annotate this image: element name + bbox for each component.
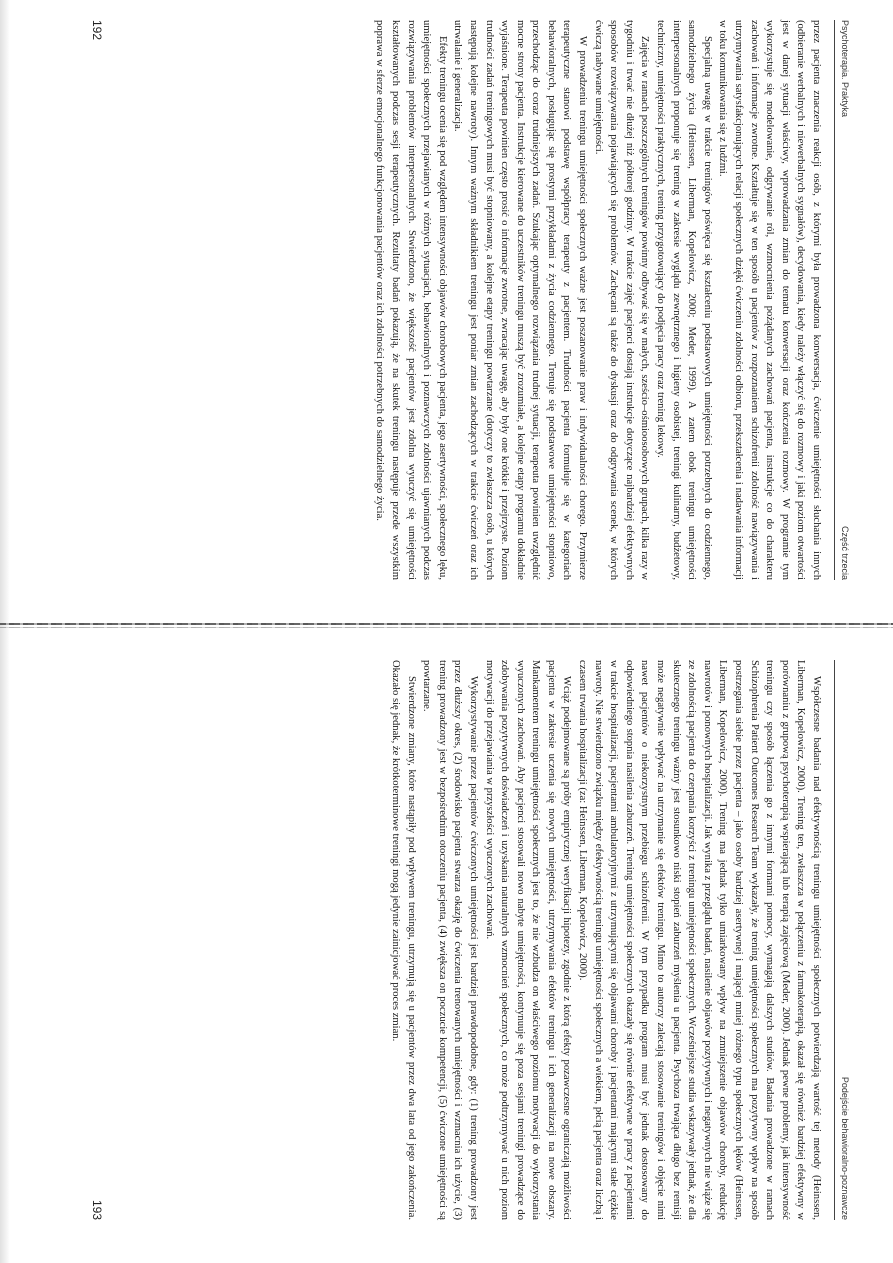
running-head xyxy=(834,660,850,1220)
body-text xyxy=(387,660,824,1220)
running-head-book-title: Psychoterapia. Praktyka xyxy=(840,20,850,118)
paragraph: Zajęcia w ramach poszczególnych treningów powinny odbywać się w małych, sześcio–ośmioosobowych grupach, kilka razy w tygodniu i trwać nie dłużej niż półtorej godziny. W trakcie zajęć pacjenci dostają instrukcje dotyczące najbardziej efektywnych sposobów rozwiązywania pojawiających się problemów. Zachęcani są także do dyskusji oraz do odgrywania scenek, w których ćwiczą nabywane umiejętności. xyxy=(592,20,651,580)
page-192 xyxy=(90,20,850,580)
running-head xyxy=(834,20,850,580)
book-gutter-shadow xyxy=(0,627,893,628)
running-head-part: Część trzecia xyxy=(840,525,850,580)
paragraph: Współczesne badania nad efektywnością treningu umiejętności społecznych potwierdzają wartość tej metody (Heinssen, Liberman, Kopelowicz, 2000). Trening ten, zwłaszcza w połączeniu z farmakoterapią, okazał się również bardziej efektywny w porównaniu z grupową psychoterapią wspierającą lub terapią zajęciową (Meder, 2000). Jednak pewne problemy, jak intensywność treningu czy sposób łączenia go z innymi formami pomocy, wymagają dalszych studiów. Badania prowadzone w ramach Schizophrenia Patient Outcomes Research Team wykazały, że trening umiejętności społecznych ma pozytywny wpływ na sposób postrzegania siebie przez pacjenta – jako osoby bardziej asertywnej i mającej mniej różnego typu społecznych lęków (Heinssen, Liberman, Kopelowicz, 2000). Trening ma jednak tylko umiarkowany wpływ na zmniejszenie objawów choroby, redukcję nawrotów i ponownych hospitalizacji. Jak wynika z przeglądu badań, nasilenie objawów pozytywnych i negatywnych nie wiąże się ze zdolnością pacjenta do czerpania korzyści z treningu umiejętności społecznych. Wcześniejsze studia wskazywały jednak, że dla skutecznego treningu ważny jest stosunkowo niski stopień zaburzeń myślenia u pacjenta. Psychoza trwająca długo bez remisji może negatywnie wpływać na utrzymanie się efektów treningu. Mimo to autorzy zalecają stosowanie treningów i objęcie nimi nawet pacjentów o niekorzystnym przebiegu schizofrenii. W tym przypadku program musi być jednak dostosowany do odpowiedniego stopnia nasilenia zaburzeń. Trening umiejętności społecznych okazały się równie efektywne w pracy z pacjentami w trakcie hospitalizacji, pacjentami ambulatoryjnymi z utrzymującymi się objawami choroby i pacjentami mającymi stałe ciężkie nawroty. Nie stwierdzono związku między efektywnością treningu umiejętności społecznych a wiekiem, płcią pacjenta oraz liczbą i czasem trwania hospitalizacji (za: Heinssen, Liberman, Kopelowicz, 2000). xyxy=(577,660,822,1220)
paragraph: W prowadzeniu treningu umiejętności społecznych ważne jest poszanowanie praw i indywidualności chorego. Przymierze terapeutyczne stanowi podstawę współpracy terapeuty z pacjentem. Trudności pacjenta formułuje się w kategoriach behawioralnych, posługując się prostymi przykładami z życia codziennego. Trenuje się podstawowe umiejętności stopniowo, przechodząc do coraz trudniejszych zadań. Szukając optymalnego rozwiązania trudnej sytuacji, terapeuta powinien uwzględnić mocne strony pacjenta. Instrukcje kierowane do uczestników treningu muszą być zrozumiałe, a kolejne etapy programu dokładnie wyjaśnione. Terapeuta powinien często prosić o informacje zwrotne, zwracając uwagę, aby były one krótkie i przejrzyste. Poziom trudności zadań treningowych musi być stopniowany, a kolejne etapy treningu powtarzane (dotyczy to zwłaszcza osób, u których następują kolejne nawroty). Innym ważnym składnikiem treningu jest poniar zmian zachodzących w trakcie ćwiczeń oraz ich utrwalanie i generalizacja. xyxy=(452,20,589,580)
page-number: 192 xyxy=(90,20,104,41)
paragraph: przez pacjenta znaczenia reakcji osób, z którymi była prowadzona konwersacja, ćwiczenie umiejętności słuchania innych (odbieranie werbalnych i niewerbalnych sygnałów), decydowania, kiedy należy włączyć się do rozmowy i jaki poziom otwartości jest w danej sytuacji właściwy, wprowadzania zmian do tematu konwersacji oraz kończenia rozmowy. W programie tym wykorzystuje się modelowanie, odgrywanie ról, wzmocnienia pożądanych zachowań pacjenta, instrukcje co do charakteru zachowań i informacje zwrotne. Kształtuje się w ten sposób u pacjentów z rozpoznaniem schizofrenii zdolność nawiązywania i utrzymywania satysfakcjonujących relacji społecznych dzięki ćwiczeniu zdolności odbioru, przekształcenia i nadawania informacji w toku komunikowania się z ludźmi. xyxy=(717,20,822,580)
body-text xyxy=(372,20,824,580)
paragraph: Stwierdzone zmiany, które nastąpiły pod wpływem treningu, utrzymują się u pacjentów przez dwa lata od jego zakończenia. Okazało się jednak, że krótkoterminowe treningi mogą jedynie zainicjować proces zmian. xyxy=(389,660,417,1220)
paragraph: Wykorzystywanie przez pacjentów ćwiczonych umiejętności jest bardziej prawdopodobne, gdy: (1) trening prowadzony jest przez dłuższy okres, (2) środowisko pacjenta stwarza okazję do ćwiczenia trenowanych umiejętności i wzmacnia ich użycie, (3) trening prowadzony jest w bezpośrednim otoczeniu pacjenta, (4) zwiększa on poczucie kompetencji, (5) ćwiczone umiejętności są powtarzane. xyxy=(421,660,479,1220)
page-number: 193 xyxy=(90,1199,104,1220)
paragraph: Specjalną uwagę w trakcie treningów poświęca się kształceniu podstawowych umiejętności potrzebnych do codziennego, samodzielnego życia (Heinssen, Liberman, Kopelowicz, 2000; Meder, 1999). A zatem obok treningu umiejętności interpersonalnych proponuje się trening w zakresie wyglądu zewnętrznego i higieny osobistej, treningi kulinarny, budżetowy, techniczny, umiejętności praktycznych, trening przygotowujący do podjęcia pracy oraz trening lekowy. xyxy=(655,20,713,580)
paragraph: Wciąż podejmowane są próby empirycznej weryfikacji hipotezy, zgodnie z którą efekty pozawczesne ograniczają możliwości pacjenta w zakresie uczenia się nowych umiejętności, utrzymywania efektów treningu i ich generalizacji na nowe obszary. Mankamentem treningu umiejętności społecznych jest to, że nie wzbudza on właściwego poziomu motywacji do wykorzystania wyuczonych zachowań. Aby pacjenci stosowali nowo nabyte umiejętności, kontynuuje się poza sesjami treningi prowadzące do zdobywania pozytywnych doświadczeń i uzyskania naturalnych wzmocnień społecznych, co może podtrzymywać u nich poziom motywacji do przejawiania w przyszłości wyuczonych zachowań. xyxy=(483,660,573,1220)
page-193 xyxy=(90,660,850,1220)
running-head-chapter: Podejście behawioralno-poznawcze xyxy=(840,1076,850,1220)
scan-edge-shadow xyxy=(0,0,10,1263)
paragraph: Efekty treningu ocenia się pod względem intensywności objawów chorobowych pacjenta, jego asertywności, społecznego lęku, umiejętności społecznych przejawianych w różnych sytuacjach, behawioralnych i poznawczych zdolności ujawnianych podczas rozwiązywania problemów interpersonalnych. Stwierdzono, że większość pacjentów jest zdolna wyuczyć się umiejętności kształtowanych podczas sesji terapeutycznych. Rezultaty badań pokazują, że na skutek treningu następuje przede wszystkim poprawa w sferze emocjonalnego funkcjonowania pacjentów oraz ich zdolności potrzebnych do samodzielnego życia. xyxy=(374,20,448,580)
book-gutter xyxy=(0,623,893,625)
